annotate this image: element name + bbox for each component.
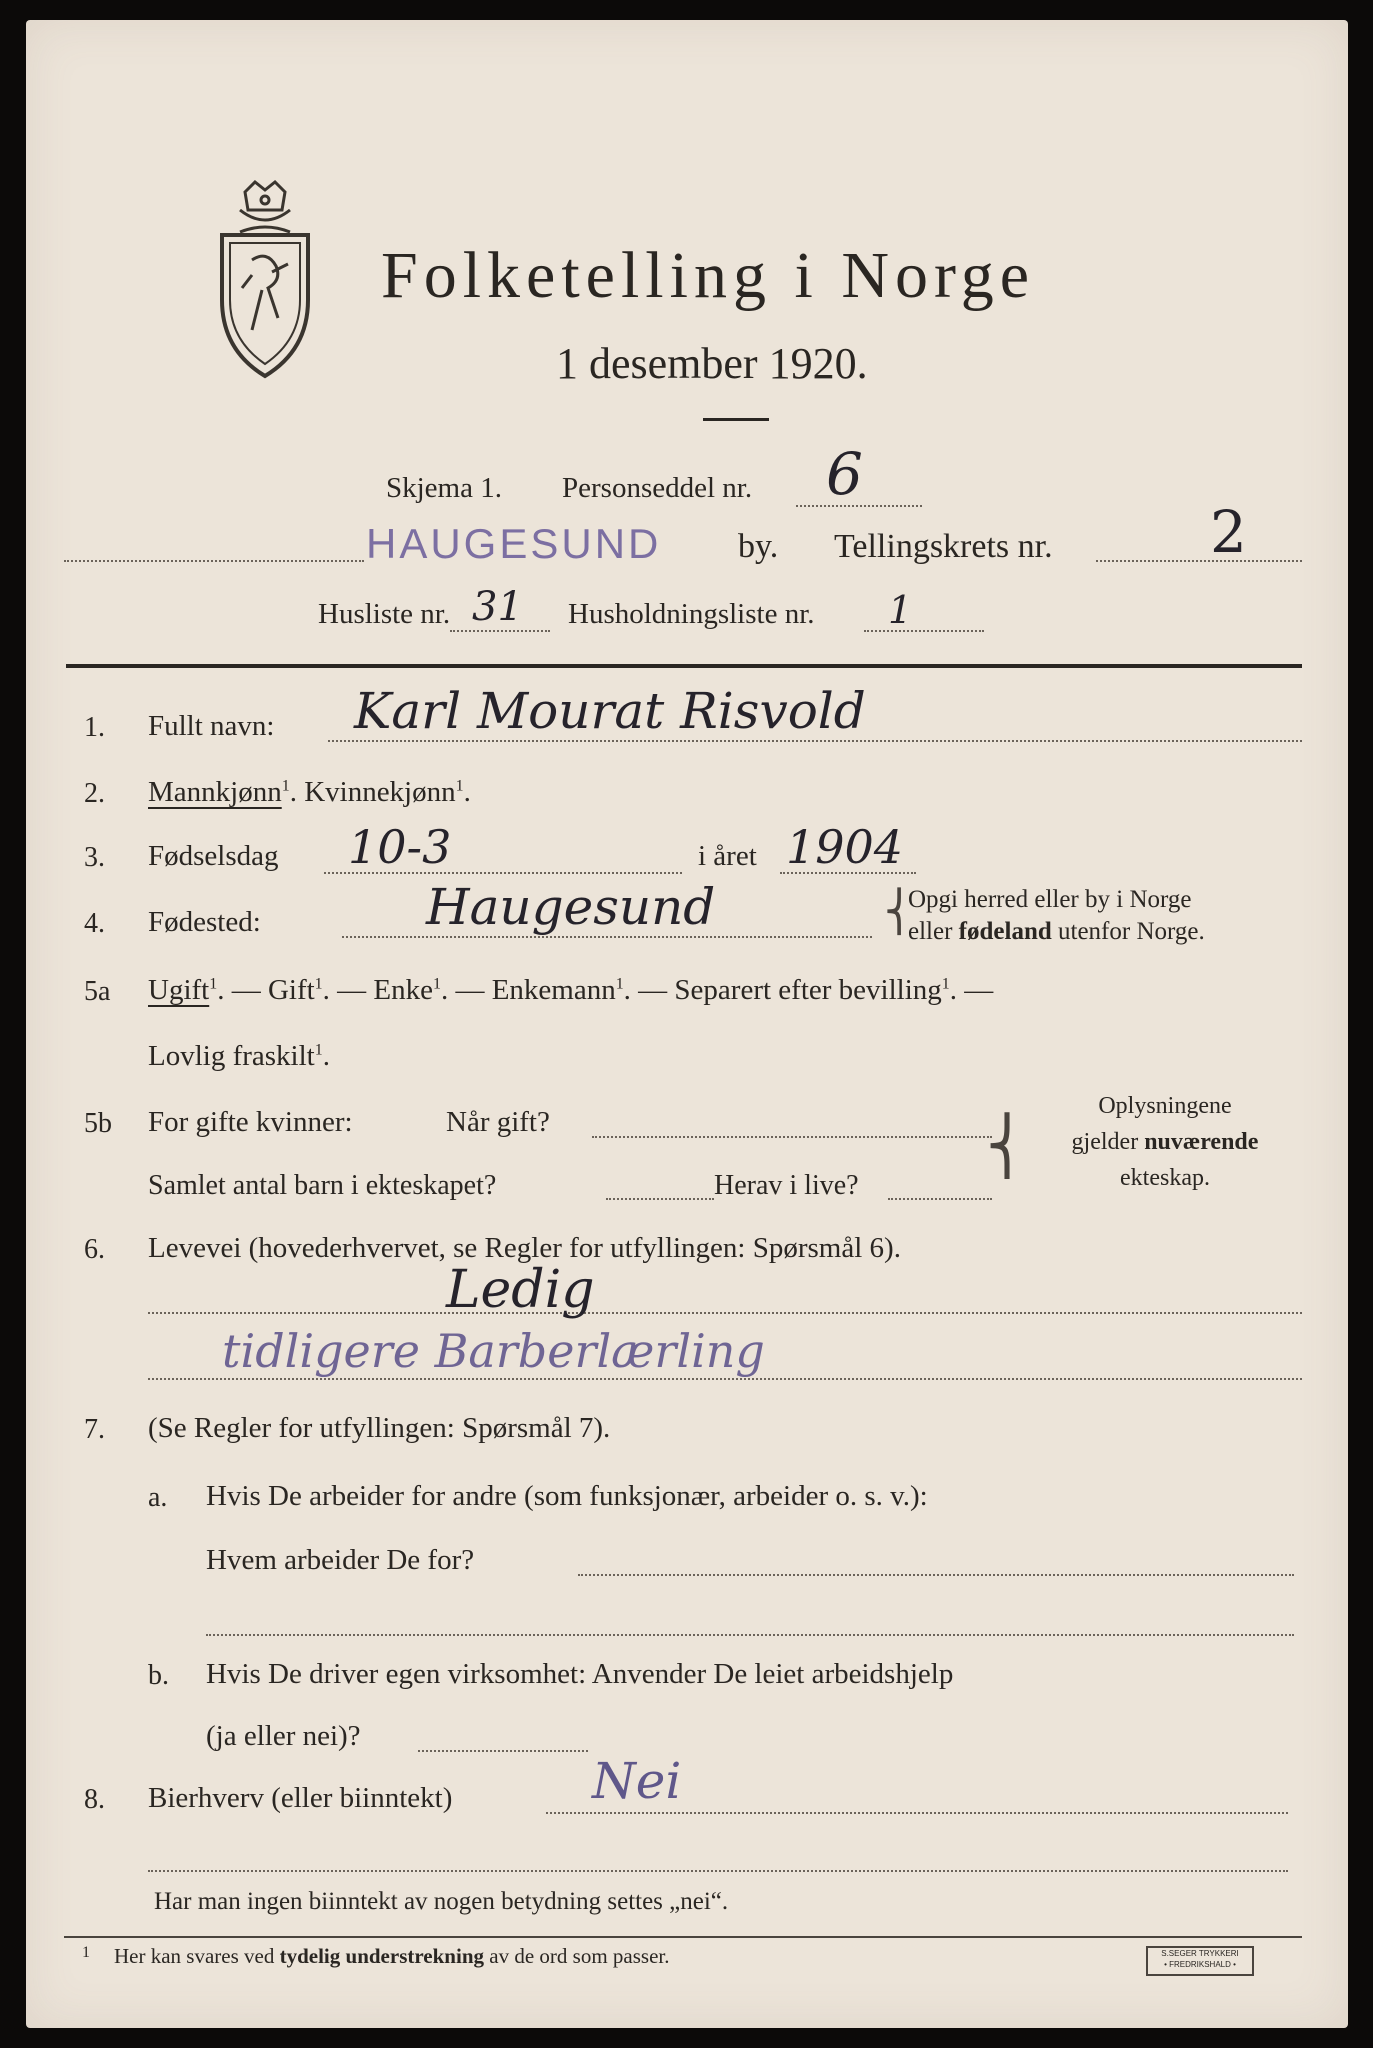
footnote-marker: 1	[82, 1944, 90, 1961]
coat-of-arms-icon	[212, 180, 318, 380]
section-rule	[66, 664, 1302, 668]
q5a-options-line2: Lovlig fraskilt$^1$.	[148, 1040, 330, 1072]
tellingskrets-value: 2	[1210, 498, 1247, 566]
personseddel-value: 6	[826, 440, 863, 508]
q5b-when-label: Når gift?	[446, 1106, 550, 1138]
q8-line2	[148, 1870, 1288, 1872]
q1-answer: Karl Mourat Risvold	[354, 682, 866, 740]
q7-number: 7.	[84, 1414, 105, 1445]
q1-number: 1.	[84, 712, 105, 743]
q5b-alive-line	[888, 1198, 992, 1200]
q5b-label: For gifte kvinner:	[148, 1106, 353, 1138]
census-form	[26, 20, 1348, 2028]
husholdningsliste-value: 1	[888, 588, 913, 632]
q7a-line2	[206, 1634, 1294, 1636]
q1-label: Fullt navn:	[148, 710, 275, 742]
husholdningsliste-label: Husholdningsliste nr.	[568, 598, 815, 630]
q5a-option-ugift: Ugift	[148, 974, 210, 1006]
q3-answer-day: 10-3	[348, 820, 452, 874]
husliste-line	[450, 630, 550, 632]
q5b-alive-label: Herav i live?	[714, 1170, 859, 1201]
q5a-number: 5a	[84, 976, 111, 1007]
q7b-line	[418, 1750, 588, 1752]
q4-note-brace: ⎨	[884, 889, 914, 934]
city-stamp: HAUGESUND	[366, 520, 662, 567]
q4-number: 4.	[84, 908, 105, 939]
q4-answer: Haugesund	[426, 878, 716, 936]
q5b-children-line	[606, 1198, 714, 1200]
q7a-sub: Hvem arbeider De for?	[206, 1544, 475, 1576]
q7b-sub: (ja eller nei)?	[206, 1720, 361, 1752]
husliste-label: Husliste nr.	[318, 598, 451, 630]
q4-line	[342, 936, 872, 938]
q3-label: Fødselsdag	[148, 840, 279, 872]
q6-answer-line2: tidligere Barberlærling	[222, 1324, 765, 1378]
q5b-children-label: Samlet antal barn i ekteskapet?	[148, 1170, 497, 1201]
q1-line	[328, 740, 1302, 742]
q7a-text: Hvis De arbeider for andre (som funksjonær, arbeider o. s. v.):	[206, 1480, 928, 1512]
q4-note-line1: Opgi herred eller by i Norge	[908, 886, 1192, 913]
q6-label: Levevei (hovederhvervet, se Regler for utfyllingen: Spørsmål 6).	[148, 1232, 901, 1264]
q7a-letter: a.	[148, 1482, 168, 1513]
q4-note-line2: eller fødeland utenfor Norge.	[908, 918, 1205, 945]
q7b-letter: b.	[148, 1660, 169, 1691]
q7a-line1	[578, 1574, 1294, 1576]
form-date: 1 desember 1920.	[556, 339, 868, 388]
footer-rule	[64, 1936, 1302, 1938]
q8-line1	[546, 1812, 1288, 1814]
q5b-when-line	[592, 1136, 992, 1138]
skjema-label: Skjema 1.	[386, 472, 502, 504]
form-title: Folketelling i Norge	[381, 239, 1036, 312]
footnote: Her kan svares ved tydelig understrekning av de ord som passer.	[114, 1944, 670, 1968]
city-line-left	[64, 560, 364, 562]
q2-option-female: Kvinnekjønn	[304, 776, 456, 808]
q3-year-label: i året	[698, 840, 757, 872]
q8-number: 8.	[84, 1784, 105, 1815]
q6-line1	[148, 1312, 1302, 1314]
tellingskrets-line	[1096, 560, 1302, 562]
husliste-value: 31	[472, 584, 523, 630]
biinntekt-note: Har man ingen biinntekt av nogen betydning settes „nei“.	[154, 1888, 729, 1915]
q6-line2	[148, 1378, 1302, 1380]
q6-answer-line1: Ledig	[446, 1260, 595, 1320]
q2-number: 2.	[84, 778, 105, 809]
q3-number: 3.	[84, 842, 105, 873]
q4-label: Fødested:	[148, 906, 261, 938]
q5b-note-brace: ⎨	[986, 1116, 1028, 1178]
q2-options: Mannkjønn$^1$. Kvinnekjønn$^1$.	[148, 776, 471, 808]
q8-answer: Nei	[592, 1752, 682, 1810]
q7b-text: Hvis De driver egen virksomhet: Anvender De leiet arbeidshjelp	[206, 1658, 954, 1690]
q5a-options-line1: Ugift$^1$. — Gift$^1$. — Enke$^1$. — Enkemann$^1$. — Separert efter bevilling$^1$. —	[148, 974, 994, 1006]
q2-option-male: Mannkjønn	[148, 776, 282, 808]
q5b-number: 5b	[84, 1108, 112, 1139]
tellingskrets-label: Tellingskrets nr.	[834, 528, 1053, 565]
q8-label: Bierhverv (eller biinntekt)	[148, 1782, 453, 1814]
q5b-note: Oplysningene gjelder nuværende ekteskap.	[1071, 1093, 1259, 1191]
printer-stamp: S.SEGER TRYKKERI • FREDRIKSHALD •	[1146, 1946, 1254, 1976]
q7-label: (Se Regler for utfyllingen: Spørsmål 7).	[148, 1412, 611, 1444]
by-label: by.	[738, 528, 779, 565]
husholdningsliste-line	[864, 630, 984, 632]
q3-answer-year: 1904	[786, 820, 904, 874]
personseddel-label: Personseddel nr.	[562, 472, 753, 504]
q6-number: 6.	[84, 1234, 105, 1265]
title-divider	[703, 418, 769, 421]
